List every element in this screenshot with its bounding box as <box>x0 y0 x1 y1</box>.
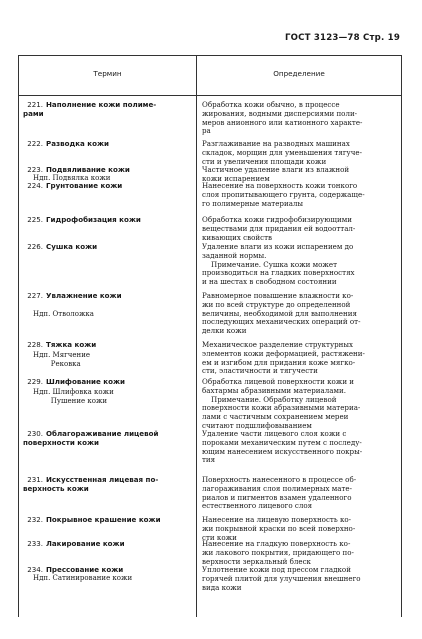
definition-text: Поверхность нанесенного в процессе об- лагораживания слоя полимерных мате- риалов и пигментов взамен удаленного естественного лицевого слоя <box>202 475 357 511</box>
term-number: 224. <box>27 181 43 190</box>
definition-text: Частичное удаление влаги из влажной кожи испарением <box>202 165 350 183</box>
term-row-226 <box>23 243 193 252</box>
term-number: 223. <box>27 165 43 174</box>
definition-text: Разглаживание на разводных машинах складок, морщин для уменьшения тягуче- сти и увеличения площади кожи <box>202 139 362 166</box>
term-deprecated-synonym: Ндп. Подвялка кожи <box>33 174 111 182</box>
term-number: 232. <box>27 515 43 524</box>
term-text: Увлажнение кожи <box>46 291 122 300</box>
term-number: 227. <box>27 291 43 300</box>
term-text: Лакирование кожи <box>46 539 125 548</box>
definition-text: Обработка лицевой поверхности кожи и бахтармы абразивными материалами. Примечание. Обработку лицевой поверхности кожи абразивными материа- лами с частичным сохранением мереи считают подшлифовыванием <box>202 377 361 430</box>
term-number: 228. <box>27 340 43 349</box>
definition-text: Обработка кожи гидрофобизирующими веществами для придания ей водооттал- кивающих свойств <box>202 215 356 242</box>
definition-text: Удаление влаги из кожи испарением до заданной нормы. Примечание. Сушка кожи может производиться на гладких поверхностях и на шестах в свободном состоянии <box>202 242 355 286</box>
term-number: 225. <box>27 215 43 224</box>
term-row-225 <box>23 216 193 225</box>
term-row-231 <box>23 476 193 493</box>
definition-text: Нанесение на гладкую поверхность ко- жи лакового покрытия, придающего по- верхности зеркальный блеск <box>202 539 354 566</box>
definition-text: Уплотнение кожи под прессом гладкой горячей плитой для улучшения внешнего вида кожи <box>202 565 361 592</box>
term-row-229 <box>23 378 193 387</box>
term-text: Разводка кожи <box>46 139 109 148</box>
term-text: Подвяливание кожи <box>46 165 130 174</box>
term-row-230 <box>23 430 193 447</box>
term-text: Гидрофобизация кожи <box>46 215 141 224</box>
term-deprecated-synonym: Ндп. Мягчение Рековка <box>33 351 91 368</box>
term-number: 231. <box>27 475 43 484</box>
term-number: 226. <box>27 242 43 251</box>
term-number: 221. <box>27 100 43 109</box>
definition-text: Равномерное повышение влажности ко- жи по всей структуре до определенной величины, необходимой для выполнения последующих механических операций от- делки кожи <box>202 291 361 335</box>
term-text: Сушка кожи <box>46 242 98 251</box>
term-number: 229. <box>27 377 43 386</box>
term-row-222 <box>23 140 193 149</box>
term-text: Искусственная лицевая по- верхность кожи <box>23 475 159 493</box>
term-text: Грунтование кожи <box>46 181 123 190</box>
column-header-definition: Определение <box>273 69 325 78</box>
term-text: Шлифование кожи <box>46 377 125 386</box>
term-row-233 <box>23 540 193 549</box>
term-number: 234. <box>27 565 43 574</box>
definition-text: Удаление части лицевого слоя кожи с пороками механическим путем с последу- ющим нанесением искусственного покры- тия <box>202 429 363 465</box>
term-deprecated-synonym: Ндп. Шлифовка кожи Пушение кожи <box>33 388 114 405</box>
definition-text: Обработка кожи обычно, в процессе жирования, водными дисперсиями поли- меров анионного или катионного характе- ра <box>202 100 363 136</box>
term-number: 233. <box>27 539 43 548</box>
term-text: Покрывное крашение кожи <box>46 515 161 524</box>
term-text: Облагораживание лицевой поверхности кожи <box>23 429 159 447</box>
terms-table <box>18 55 402 617</box>
page-header: ГОСТ 3123—78 Стр. 19 <box>284 33 400 43</box>
table-header <box>19 55 401 96</box>
term-text: Прессование кожи <box>46 565 124 574</box>
column-header-term: Термин <box>93 69 122 78</box>
term-deprecated-synonym: Ндп. Отволожка <box>33 310 94 318</box>
term-row-228 <box>23 341 193 350</box>
definition-text: Нанесение на поверхность кожи тонкого слоя пропитывающего грунта, содержаще- го полимерные материалы <box>202 181 365 208</box>
term-number: 222. <box>27 139 43 148</box>
column-divider <box>196 55 197 617</box>
term-row-224 <box>23 182 193 191</box>
term-row-221 <box>23 101 193 118</box>
term-number: 230. <box>27 429 43 438</box>
definition-text: Нанесение на лицевую поверхность ко- жи покрывной краски по всей поверхно- сти кожи <box>202 515 356 542</box>
term-row-232 <box>23 516 193 525</box>
term-text: Наполнение кожи полиме- рами <box>23 100 157 118</box>
definition-text: Механическое разделение структурных элементов кожи деформацией, растяжени- ем и изгибом для придания коже мягко- сти, эластичности и тягучести <box>202 340 365 376</box>
term-deprecated-synonym: Ндп. Сатинирование кожи <box>33 574 133 582</box>
term-text: Тяжка кожи <box>46 340 97 349</box>
term-row-227 <box>23 292 193 301</box>
